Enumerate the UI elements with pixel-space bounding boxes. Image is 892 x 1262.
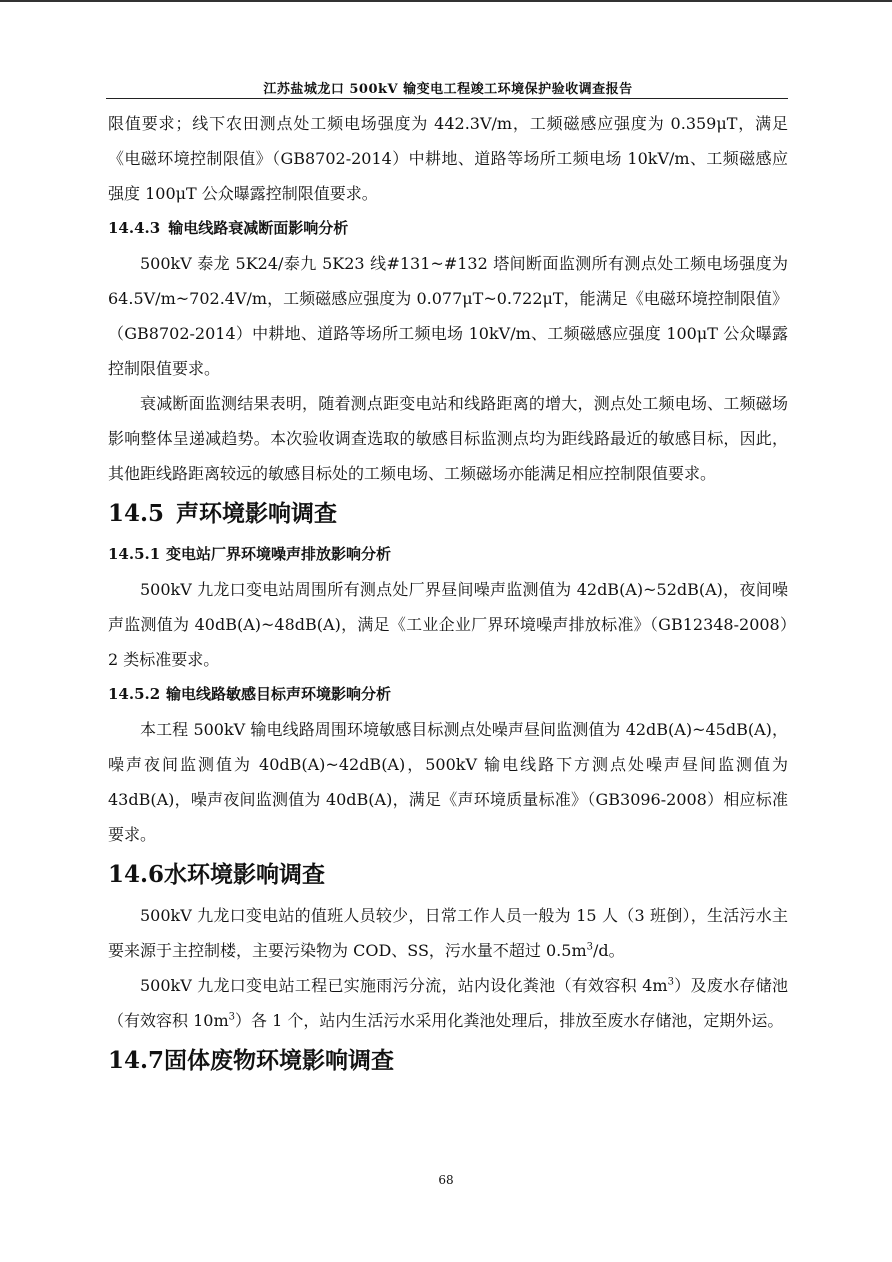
text-run: 500kV 九龙口变电站工程已实施雨污分流，站内设化粪池（有效容积 4m: [140, 976, 668, 995]
section-number: 14.5.2: [108, 685, 161, 703]
section-title: 输电线路衰减断面影响分析: [168, 219, 349, 237]
paragraph-substation-noise: 500kV 九龙口变电站周围所有测点处厂界昼间噪声监测值为 42dB(A)~52dB(A)，夜间噪声监测值为 40dB(A)~48dB(A)，满足《工业企业厂界环境噪声排放标准》（GB12348-2008）2 类标准要求。: [108, 580, 788, 669]
paragraph-continued-limits: 限值要求；线下农田测点处工频电场强度为 442.3V/m，工频磁感应强度为 0.359μT，满足《电磁环境控制限值》（GB8702-2014）中耕地、道路等场所工频电场 10kV/m、工频磁感应强度 100μT 公众曝露控制限值要求。: [108, 114, 788, 203]
section-heading-14-4-3: [108, 211, 788, 246]
section-number: 14.7: [108, 1047, 165, 1074]
section-title: 声环境影响调查: [176, 500, 338, 527]
section-number: 14.5: [108, 500, 165, 527]
header-rule: [106, 98, 788, 99]
superscript: 3: [667, 976, 674, 988]
superscript: 3: [228, 1011, 235, 1023]
section-number: 14.4.3: [108, 219, 161, 237]
top-border: [0, 0, 892, 2]
text-run: ）各 1 个，站内生活污水采用化粪池处理后，排放至废水存储池，定期外运。: [235, 1011, 784, 1030]
section-number: 14.5.1: [108, 545, 161, 563]
page-number: 68: [438, 1173, 454, 1187]
paragraph-attenuation-section: 500kV 泰龙 5K24/泰九 5K23 线#131~#132 塔间断面监测所有测点处工频电场强度为 64.5V/m~702.4V/m，工频磁感应强度为 0.077μT~0.722μT，能满足《电磁环境控制限值》（GB8702-2014）中耕地、道路等场所工频电场 10kV/m、工频磁感应强度 100μT 公众曝露控制限值要求。: [108, 254, 788, 378]
superscript: 3: [586, 941, 593, 953]
paragraph-septic-tank: [108, 968, 788, 1038]
paragraph-staff-sewage: [108, 898, 788, 968]
paragraph-attenuation-conclusion: 衰减断面监测结果表明，随着测点距变电站和线路距离的增大，测点处工频电场、工频磁场影响整体呈递减趋势。本次验收调查选取的敏感目标监测点均为距线路最近的敏感目标，因此，其他距线路距离较远的敏感目标处的工频电场、工频磁场亦能满足相应控制限值要求。: [108, 394, 788, 483]
page-body: [108, 106, 788, 1084]
text-run: ）及废水存储池（有效容积 10m: [108, 976, 788, 1030]
section-title: 输电线路敏感目标声环境影响分析: [166, 685, 392, 703]
section-heading-14-5-1: [108, 537, 788, 572]
section-heading-14-6: [108, 852, 788, 898]
section-title: 变电站厂界环境噪声排放影响分析: [166, 545, 392, 563]
paragraph-line-noise: 本工程 500kV 输电线路周围环境敏感目标测点处噪声昼间监测值为 42dB(A)~45dB(A)，噪声夜间监测值为 40dB(A)~42dB(A)，500kV 输电线路下方测点处噪声昼间监测值为 43dB(A)，噪声夜间监测值为 40dB(A)，满足《声环境质量标准》（GB3096-2008）相应标准要求。: [108, 720, 788, 844]
section-heading-14-7: [108, 1038, 788, 1084]
text-run: /d。: [593, 941, 625, 960]
section-title: 水环境影响调查: [164, 861, 326, 888]
section-title: 固体废物环境影响调查: [164, 1047, 395, 1074]
section-heading-14-5-2: [108, 677, 788, 712]
text-run: 500kV 九龙口变电站的值班人员较少，日常工作人员一般为 15 人（3 班倒），生活污水主要来源于主控制楼，主要污染物为 COD、SS，污水量不超过 0.5m: [108, 906, 788, 960]
section-number: 14.6: [108, 861, 165, 888]
section-heading-14-5: [108, 491, 788, 537]
running-header: 江苏盐城龙口 500kV 输变电工程竣工环境保护验收调查报告: [263, 82, 633, 97]
